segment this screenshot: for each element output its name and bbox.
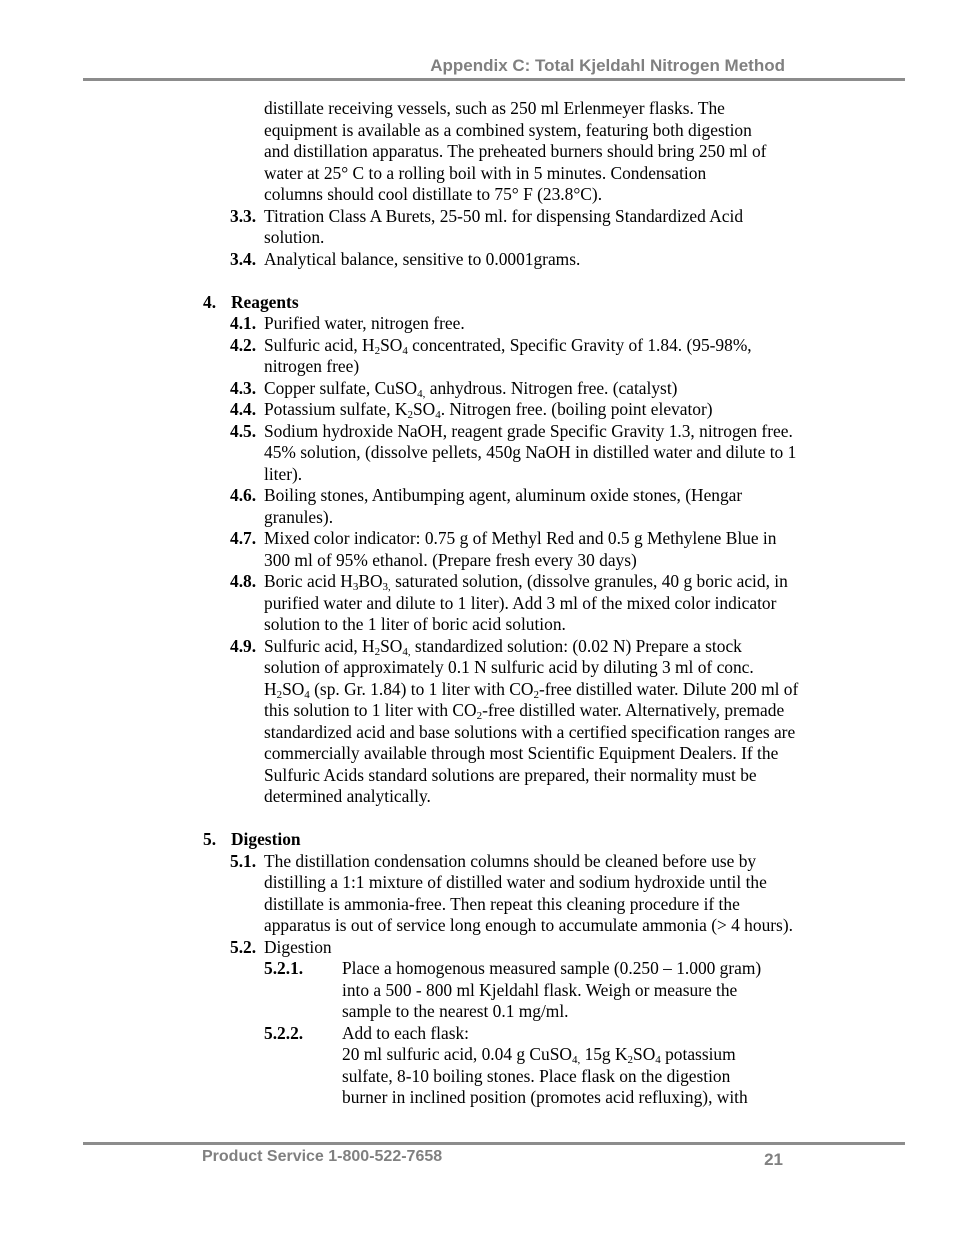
- item-number: 3.3.: [230, 205, 257, 226]
- item-text: 15g K: [580, 1044, 628, 1064]
- continuation-paragraph: distillate receiving vessels, such as 250 ml Erlenmeyer flasks. The equipment is available as a combined system, featuring both digestion and distillation apparatus. The preheated burners should bring 250 ml of water at 25° C to a rolling boil with in 5 minutes. Condensation columns should cool distillate to 75° F (23.8°C).: [264, 98, 767, 204]
- item-number: 5.2.2.: [264, 1022, 304, 1043]
- item-text: -free distilled water. Dilute 200 ml of this solution to 1 liter with CO: [264, 678, 799, 720]
- item-text: . Nitrogen free. (boiling point elevator): [440, 399, 713, 419]
- subscript: 2: [374, 645, 381, 658]
- item-text: BO: [358, 571, 383, 591]
- page-body: [0, 98, 954, 1109]
- subscript: 4: [655, 1054, 661, 1066]
- subscript: 4: [402, 344, 408, 357]
- footer-contact: Product Service 1-800-522-7658: [202, 1148, 443, 1165]
- item-number: 4.9.: [230, 635, 257, 656]
- subscript: 2: [627, 1054, 634, 1066]
- item-number: 4.4.: [230, 399, 257, 419]
- subscript: 2: [276, 688, 283, 701]
- spacer: [0, 808, 954, 830]
- item-text: Titration Class A Burets, 25-50 ml. for dispensing Standardized Acid solution.: [264, 205, 744, 247]
- spacer: [0, 270, 954, 292]
- list-item-4-9: [0, 636, 800, 808]
- list-item-4-4: [0, 399, 800, 421]
- item-text: Sulfuric acid, H: [264, 635, 375, 656]
- subscript: 4,: [402, 645, 411, 658]
- item-number: 3.4.: [230, 248, 257, 269]
- header-rule: [83, 78, 905, 81]
- section-title: Digestion: [231, 829, 301, 849]
- item-text: Add to each flask:: [342, 1022, 470, 1043]
- section-heading-reagents: [0, 292, 954, 314]
- list-item-4-2: [0, 335, 800, 378]
- item-text: -free distilled water. Alternatively, premade standardized acid and base solutions with a certified specification ranges are commercially available through most Scientific Equipment Dealers. If the Sulfuric Acids standard solutions are prepared, their normality must be determined analytically.: [264, 700, 796, 806]
- section-number: 4.: [203, 291, 217, 312]
- item-text: potassium sulfate, 8-10 boiling stones. Place flask on the digestion burner in inclined position (promotes acid refluxing), with: [342, 1044, 748, 1107]
- section-number: 5.: [203, 829, 217, 849]
- list-item-4-5: [0, 421, 800, 486]
- running-header: Appendix C: Total Kjeldahl Nitrogen Method: [430, 56, 785, 75]
- item-text: Potassium sulfate, K: [264, 399, 408, 419]
- item-text: anhydrous. Nitrogen free. (catalyst): [425, 377, 678, 398]
- list-item-5-1: [0, 851, 800, 937]
- subscript: 3: [352, 581, 359, 593]
- item-text: Purified water, nitrogen free.: [264, 313, 465, 333]
- subscript: 4,: [571, 1054, 581, 1066]
- item-text-continued: [342, 1044, 762, 1109]
- item-number: 5.2.1.: [264, 958, 304, 978]
- item-number: 4.5.: [230, 420, 257, 441]
- item-text: SO: [380, 334, 403, 355]
- item-number: 5.2.: [230, 936, 257, 957]
- item-number: 4.8.: [230, 571, 257, 591]
- subscript: 4: [435, 409, 441, 421]
- list-item-5-2-1: [0, 958, 762, 1023]
- item-text: Analytical balance, sensitive to 0.0001grams.: [264, 248, 581, 269]
- subscript: 3,: [382, 581, 391, 593]
- item-text: saturated solution, (dissolve granules, 40 g boric acid, in purified water and dilute to 1 liter). Add 3 ml of the mixed color indicator solution to the 1 liter of boric acid solution.: [264, 571, 788, 634]
- item-text: (sp. Gr. 1.84) to 1 liter with CO: [309, 678, 534, 699]
- item-text: Mixed color indicator: 0.75 g of Methyl Red and 0.5 g Methylene Blue in 300 ml of 95% ethanol. (Prepare fresh every 30 days): [264, 528, 777, 570]
- item-text: concentrated, Specific Gravity of 1.84. (95-98%, nitrogen free): [264, 334, 752, 376]
- list-item-4-1: [0, 313, 800, 335]
- item-text: Sulfuric acid, H: [264, 334, 375, 355]
- item-text: Boric acid H: [264, 571, 353, 591]
- list-item-4-6: [0, 485, 800, 528]
- list-item-5-2: [0, 937, 800, 959]
- item-text: Place a homogenous measured sample (0.250 – 1.000 gram) into a 500 - 800 ml Kjeldahl flask. Weigh or measure the sample to the nearest 0.1 mg/ml.: [342, 958, 762, 1021]
- subscript: 4: [304, 688, 310, 701]
- item-text: standardized solution: (0.02 N) Prepare a stock solution of approximately 0.1 N sulfuric acid by diluting 3 ml of conc. H: [264, 635, 754, 699]
- subscript: 2: [533, 688, 539, 701]
- item-text: Digestion: [264, 936, 332, 957]
- item-number: 4.2.: [230, 334, 257, 355]
- item-text: Boiling stones, Antibumping agent, aluminum oxide stones, (Hengar granules).: [264, 485, 743, 527]
- item-text: SO: [380, 635, 403, 656]
- list-item-3-3: [0, 206, 800, 249]
- page-number: 21: [764, 1150, 783, 1169]
- item-number: 5.1.: [230, 850, 257, 871]
- item-text: SO: [412, 399, 436, 419]
- item-number: 4.7.: [230, 528, 257, 548]
- item-number: 4.1.: [230, 313, 257, 333]
- item-text: Copper sulfate, CuSO: [264, 377, 418, 398]
- item-number: 4.3.: [230, 377, 257, 398]
- list-item-3-4: [0, 249, 800, 271]
- section-title: Reagents: [231, 291, 299, 312]
- subscript: 2: [407, 409, 413, 421]
- subscript: 2: [476, 710, 483, 722]
- item-text: The distillation condensation columns should be cleaned before use by distilling a 1:1 mixture of distilled water and sodium hydroxide until the distillate is ammonia-free. Then repeat this cleaning procedure if the apparatus is out of service long enough to accumulate ammonia (> 4 hours).: [264, 850, 793, 935]
- footer-rule: [83, 1142, 905, 1145]
- list-item-4-8: [0, 571, 800, 636]
- subscript: 2: [374, 344, 381, 357]
- list-item-4-3: [0, 378, 800, 400]
- subscript: 4,: [417, 387, 426, 400]
- item-text: SO: [633, 1044, 656, 1064]
- item-text: Sodium hydroxide NaOH, reagent grade Specific Gravity 1.3, nitrogen free. 45% solution, (dissolve pellets, 450g NaOH in distilled water and dilute to 1 liter).: [264, 420, 797, 484]
- item-text: SO: [282, 678, 305, 699]
- item-text: 20 ml sulfuric acid, 0.04 g CuSO: [342, 1044, 572, 1064]
- list-item-5-2-2: [0, 1023, 762, 1109]
- list-item-4-7: [0, 528, 800, 571]
- item-number: 4.6.: [230, 485, 257, 505]
- section-heading-digestion: [0, 829, 954, 851]
